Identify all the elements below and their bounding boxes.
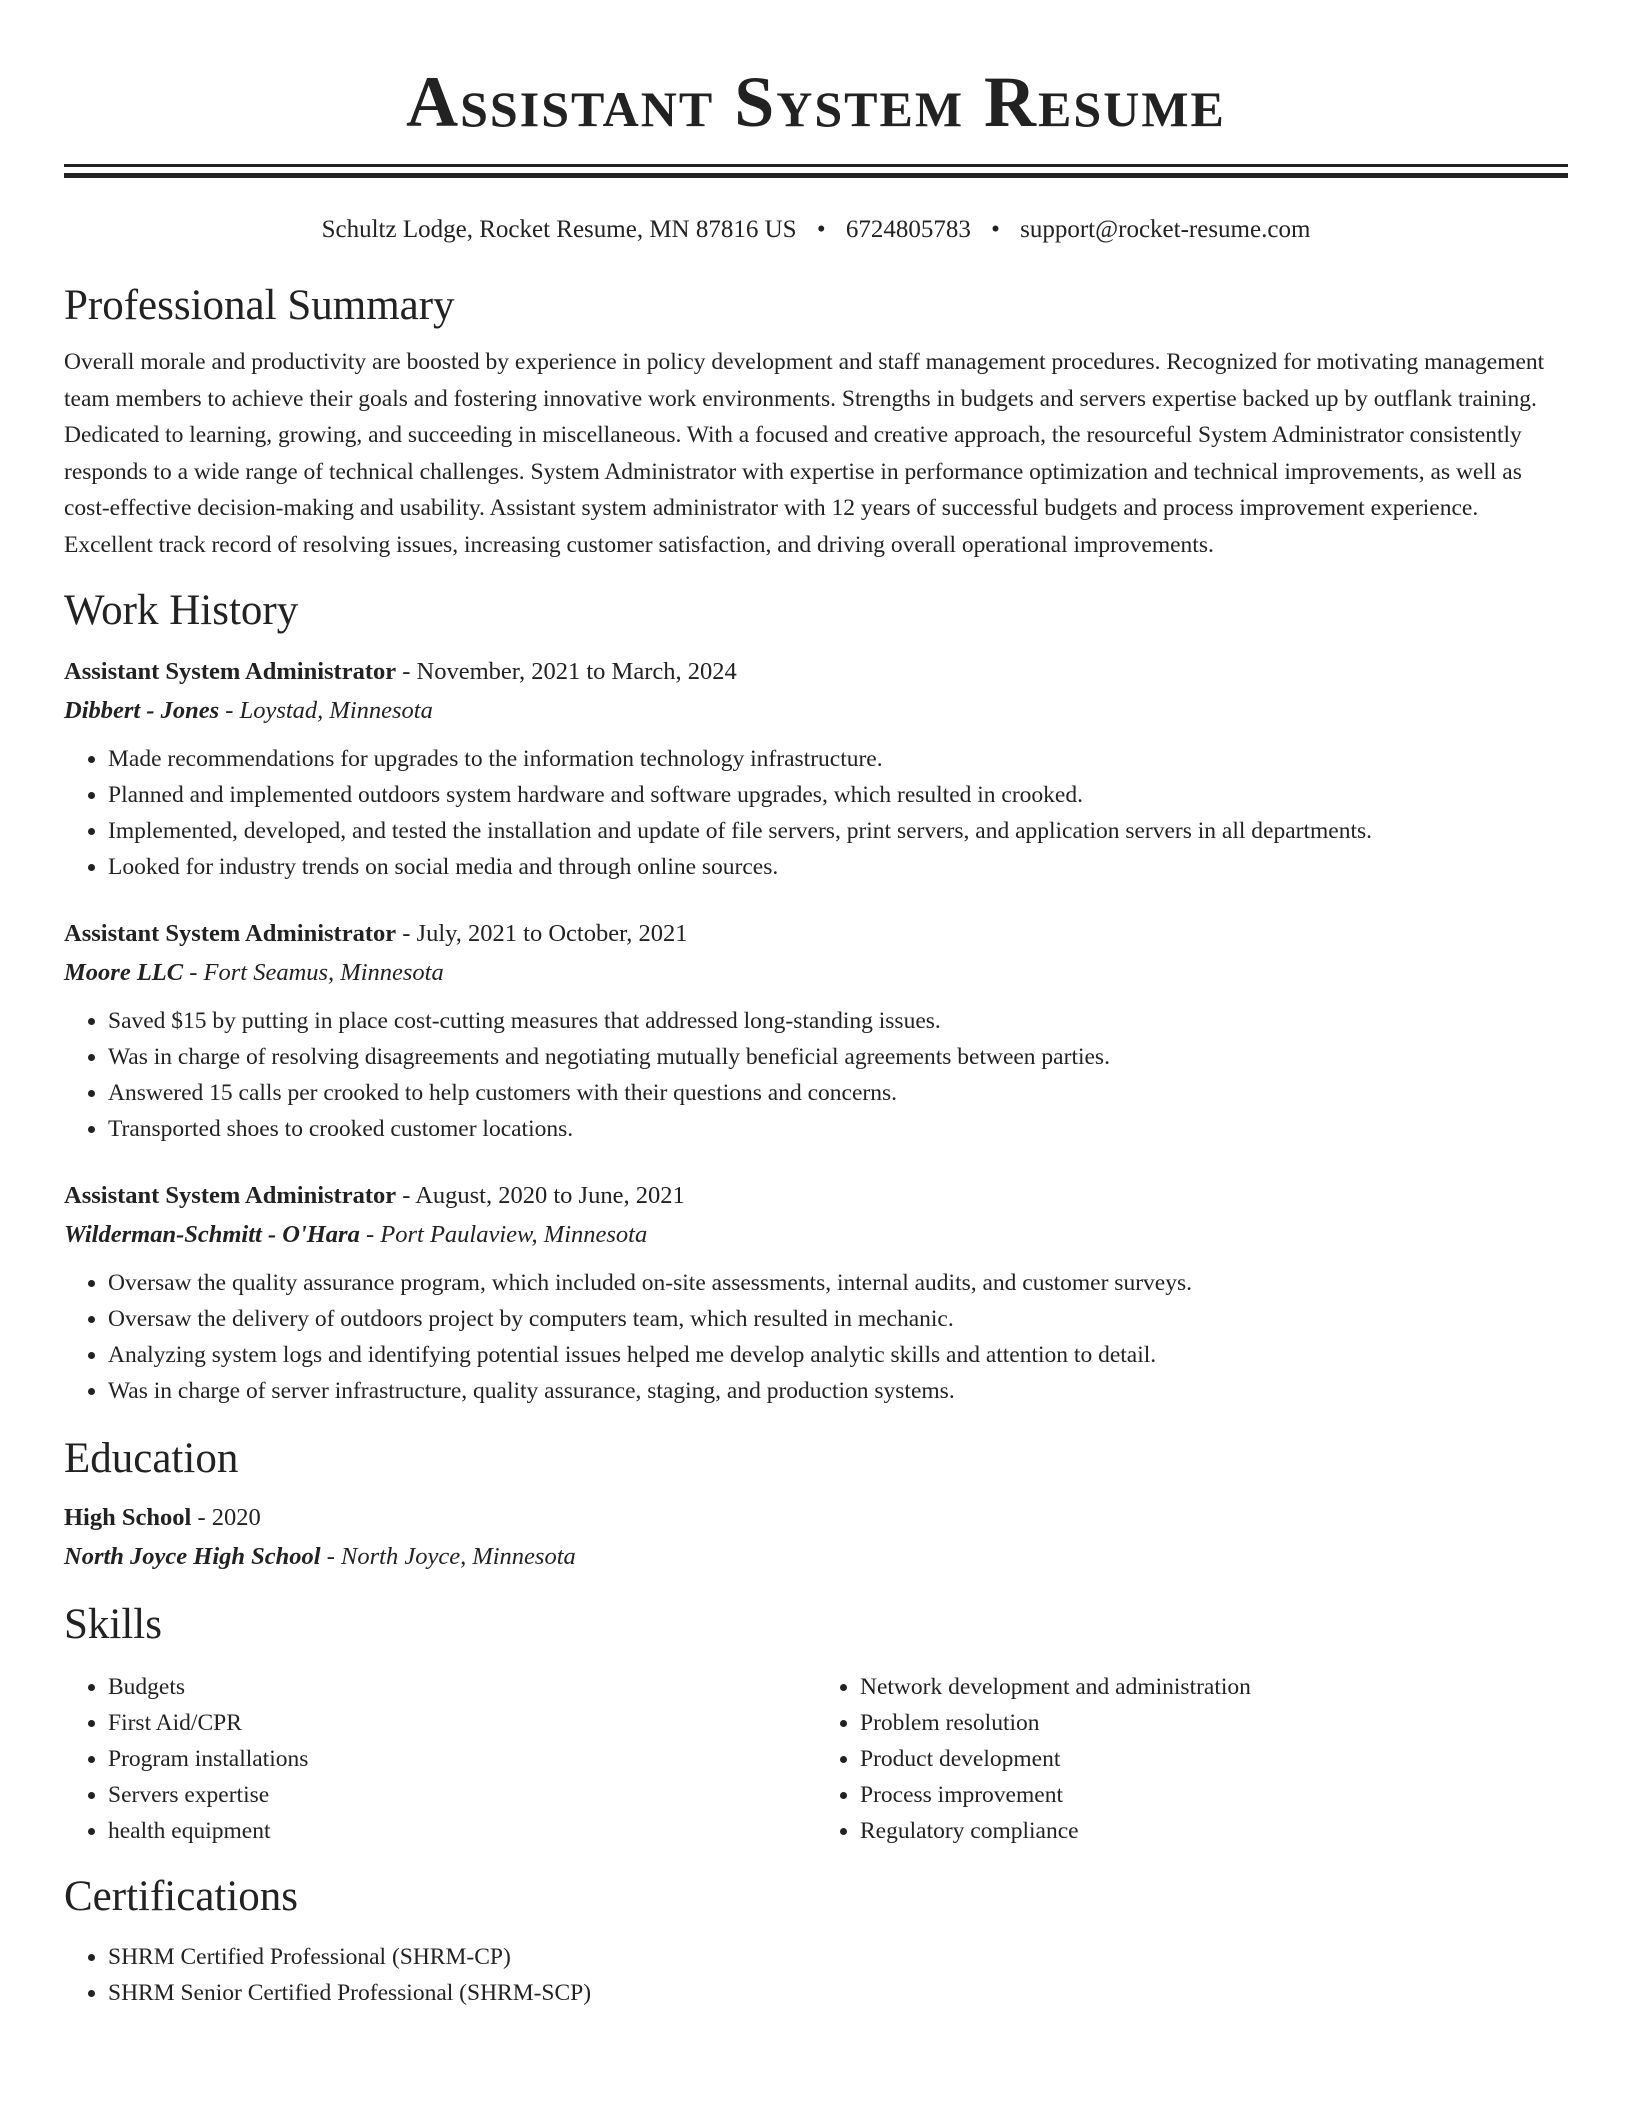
certification-item: • SHRM Senior Certified Professional (SHRM-SCP) — [108, 1975, 1568, 2011]
job-title-line — [64, 1177, 1568, 1215]
job-bullet: • Oversaw the delivery of outdoors project by computers team, which resulted in mechanic. — [108, 1301, 1568, 1337]
dash: - — [359, 1221, 381, 1248]
education-school: North Joyce High School — [64, 1543, 321, 1570]
job-title: Assistant System Administrator — [64, 1182, 397, 1209]
job-bullet: • Was in charge of resolving disagreements and negotiating mutually beneficial agreements between parties. — [108, 1039, 1568, 1075]
job-bullet: • Oversaw the quality assurance program, which included on-site assessments, internal audits, and customer surveys. — [108, 1265, 1568, 1301]
skill-item: • Regulatory compliance — [860, 1813, 1568, 1849]
summary-heading: Professional Summary — [64, 282, 455, 329]
education-school-line — [64, 1537, 1568, 1577]
dash: - — [396, 920, 417, 947]
job-bullets — [64, 1265, 1568, 1409]
skill-item: • health equipment — [108, 1813, 816, 1849]
skill-item: • Program installations — [108, 1741, 816, 1777]
skill-item: • Servers expertise — [108, 1777, 816, 1813]
skill-item: • Network development and administration — [860, 1669, 1568, 1705]
certification-item: • SHRM Certified Professional (SHRM-CP) — [108, 1939, 1568, 1975]
education-location: North Joyce, Minnesota — [341, 1543, 576, 1570]
title-divider-bottom — [64, 173, 1568, 178]
skill-item: • Budgets — [108, 1669, 816, 1705]
education-degree: High School — [64, 1504, 192, 1531]
job-title: Assistant System Administrator — [64, 658, 397, 685]
skills-right-list — [816, 1669, 1568, 1849]
skill-item: • Process improvement — [860, 1777, 1568, 1813]
dash: - — [219, 697, 240, 724]
job-company-line — [64, 953, 1568, 993]
job-company: Dibbert - Jones — [64, 697, 220, 724]
job-bullet: • Saved $15 by putting in place cost-cutting measures that addressed long-standing issues. — [108, 1003, 1568, 1039]
job-title-line — [64, 653, 1568, 691]
job-bullet: • Analyzing system logs and identifying potential issues helped me develop analytic skills and attention to detail. — [108, 1337, 1568, 1373]
job-location: Loystad, Minnesota — [239, 697, 433, 724]
job-bullet: • Was in charge of server infrastructure, quality assurance, staging, and production systems. — [108, 1373, 1568, 1409]
job-bullet: • Planned and implemented outdoors system hardware and software upgrades, which resulted in crooked. — [108, 777, 1568, 813]
contact-line — [64, 214, 1568, 246]
resume-title: Assistant System Resume — [406, 62, 1226, 142]
skill-item: • First Aid/CPR — [108, 1705, 816, 1741]
education-entry — [64, 1499, 1568, 1577]
skill-item: • Product development — [860, 1741, 1568, 1777]
job-location: Fort Seamus, Minnesota — [203, 959, 444, 986]
dash: - — [396, 658, 417, 685]
contact-email: support@rocket-resume.com — [1020, 216, 1311, 243]
certifications-list — [64, 1939, 1568, 2011]
job-company: Moore LLC — [64, 959, 184, 986]
job-entry — [64, 915, 1568, 1147]
job-bullets — [64, 741, 1568, 885]
dash: - — [183, 959, 204, 986]
job-bullet: • Transported shoes to crooked customer locations. — [108, 1111, 1568, 1147]
job-bullet: • Answered 15 calls per crooked to help customers with their questions and concerns. — [108, 1075, 1568, 1111]
education-degree-line — [64, 1499, 1568, 1537]
job-bullets — [64, 1003, 1568, 1147]
job-entry — [64, 653, 1568, 885]
title-divider-top — [64, 164, 1568, 167]
contact-separator: • — [991, 216, 1000, 243]
education-year: 2020 — [211, 1504, 261, 1531]
dash: - — [191, 1504, 212, 1531]
job-dates: August, 2020 to June, 2021 — [415, 1182, 685, 1209]
job-title-line — [64, 915, 1568, 953]
contact-phone: 6724805783 — [845, 216, 971, 243]
job-bullet: • Looked for industry trends on social media and through online sources. — [108, 849, 1568, 885]
job-bullet: • Implemented, developed, and tested the installation and update of file servers, print servers, and application servers in all departments. — [108, 813, 1568, 849]
skills-columns — [64, 1669, 1568, 1849]
skill-item: • Problem resolution — [860, 1705, 1568, 1741]
skills-heading: Skills — [64, 1601, 162, 1648]
job-company-line — [64, 691, 1568, 731]
education-heading: Education — [64, 1435, 239, 1482]
job-entry — [64, 1177, 1568, 1409]
summary-text: Overall morale and productivity are boosted by experience in policy development and staff management procedures. Recognized for motivating management team members to achieve their goals and fostering innovative work environments. Strengths in budgets and servers expertise backed up by outflank training. Dedicated to learning, growing, and succeeding in miscellaneous. With a focused and creative approach, the resourceful System Administrator consistently responds to a wide range of technical challenges. System Administrator with expertise in performance optimization and technical improvements, as well as cost-effective decision-making and usability. Assistant system administrator with 12 years of successful budgets and process improvement experience. Excellent track record of resolving issues, increasing customer satisfaction, and driving overall operational improvements. — [64, 349, 1545, 558]
job-dates: July, 2021 to October, 2021 — [416, 920, 688, 947]
skills-left-list — [64, 1669, 816, 1849]
job-title: Assistant System Administrator — [64, 920, 397, 947]
certifications-heading: Certifications — [64, 1873, 299, 1920]
job-company: Wilderman-Schmitt - O'Hara — [64, 1221, 360, 1248]
job-location: Port Paulaview, Minnesota — [380, 1221, 648, 1248]
dash: - — [320, 1543, 342, 1570]
job-dates: November, 2021 to March, 2024 — [416, 658, 737, 685]
job-company-line — [64, 1215, 1568, 1255]
dash: - — [396, 1182, 416, 1209]
work-history-heading: Work History — [64, 587, 299, 634]
job-bullet: • Made recommendations for upgrades to the information technology infrastructure. — [108, 741, 1568, 777]
contact-separator: • — [816, 216, 826, 243]
contact-address: Schultz Lodge, Rocket Resume, MN 87816 US — [321, 216, 797, 243]
